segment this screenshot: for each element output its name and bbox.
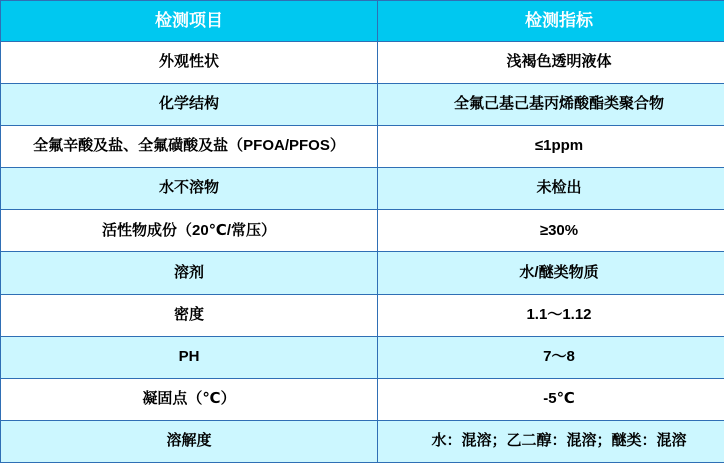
table-row [1,294,724,336]
table-body [1,42,724,463]
table-row [1,252,724,294]
cell-value: 未检出 [378,168,724,210]
cell-value: ≤1ppm [378,126,724,168]
cell-value: -5℃ [378,378,724,420]
cell-item: 凝固点（℃） [1,378,378,420]
cell-item: 密度 [1,294,378,336]
table-row [1,420,724,462]
cell-value: 水/醚类物质 [378,252,724,294]
table-row [1,84,724,126]
table-row [1,168,724,210]
table-row [1,126,724,168]
table-header-row [1,1,724,42]
column-header-item: 检测项目 [1,1,378,42]
table-row [1,210,724,252]
cell-value: 浅褐色透明液体 [378,42,724,84]
cell-item: PH [1,336,378,378]
cell-item: 全氟辛酸及盐、全氟磺酸及盐（PFOA/PFOS） [1,126,378,168]
cell-item: 水不溶物 [1,168,378,210]
cell-item: 化学结构 [1,84,378,126]
cell-item: 外观性状 [1,42,378,84]
cell-value: 水：混溶；乙二醇：混溶；醚类：混溶 [378,420,724,462]
table-header [1,1,724,42]
cell-value: 全氟己基己基丙烯酸酯类聚合物 [378,84,724,126]
cell-item: 溶解度 [1,420,378,462]
cell-item: 活性物成份（20℃/常压） [1,210,378,252]
cell-value: 7～8 [378,336,724,378]
table-row [1,42,724,84]
cell-value: 1.1～1.12 [378,294,724,336]
column-header-value: 检测指标 [378,1,724,42]
cell-value: ≥30% [378,210,724,252]
table-row [1,378,724,420]
table-row [1,336,724,378]
cell-item: 溶剂 [1,252,378,294]
